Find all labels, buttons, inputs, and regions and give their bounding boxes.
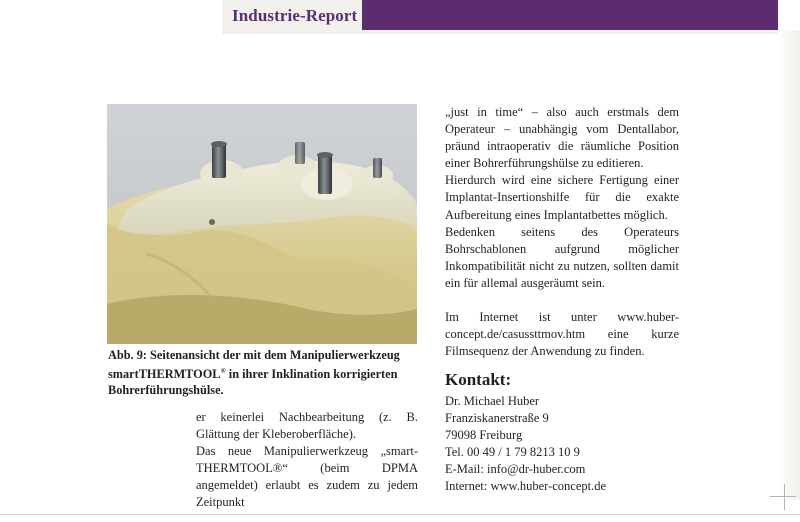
contact-name: Dr. Michael Huber [445, 394, 540, 408]
contact-phone: Tel. 00 49 / 1 79 8213 10 9 [445, 445, 580, 459]
contact-city: 79098 Freiburg [445, 428, 523, 442]
paragraph: „just in time“ – also auch erstmals dem Operateur – unabhängig vom Dentallabor, präund intraoperativ die räumliche Position einer Bohrerführungshülse zu editieren. [445, 105, 679, 171]
contact-website[interactable]: Internet: www.huber-concept.de [445, 479, 607, 493]
dental-model-photo [107, 104, 417, 344]
contact-email[interactable]: E-Mail: info@dr-huber.com [445, 462, 586, 476]
left-text-column [196, 409, 418, 511]
paragraph: Im Internet ist unter www.huber-concept.de/casussttmov.htm eine kurze Filmsequenz der Anwendung zu finden. [445, 310, 679, 359]
paragraph: Hierdurch wird eine sichere Fertigung einer Implantat-Insertionshilfe für die exakte Aufbereitung eines Implantatbettes möglich. [445, 173, 679, 222]
contact-street: Franziskanerstraße 9 [445, 411, 549, 425]
contact-block [445, 393, 606, 495]
figure-caption [108, 347, 420, 398]
crop-mark [784, 484, 785, 510]
paragraph: Bedenken seitens des Operateurs Bohrschablonen aufgrund möglicher Inkompatibilität nicht zu nutzen, sollten damit ein für allemal ausgeräumt sein. [445, 224, 679, 290]
caption-prefix: Abb. 9: Seitenansicht der mit dem Manipulierwerkzeug smartTHERMTOOL [108, 348, 400, 382]
crop-mark [770, 496, 796, 497]
contact-heading: Kontakt: [445, 370, 512, 389]
right-text-column [445, 104, 679, 360]
section-title: Industrie-Report [232, 6, 358, 25]
page-edge-shadow [778, 30, 800, 500]
paragraph: er keinerlei Nachbearbeitung (z. B. Glättung der Kleberoberfläche). [196, 410, 418, 441]
caption-suffix: in ihrer Inklination korrigierten Bohrerführungshülse. [108, 367, 398, 398]
page-bottom-rule [0, 514, 800, 515]
registered-mark: ® [220, 367, 226, 375]
paragraph: Das neue Manipulierwerkzeug „smart-THERMTOOL®“ (beim DPMA angemeldet) erlaubt es zudem zu jedem Zeitpunkt [196, 444, 418, 509]
header-accent-bar [362, 0, 778, 30]
